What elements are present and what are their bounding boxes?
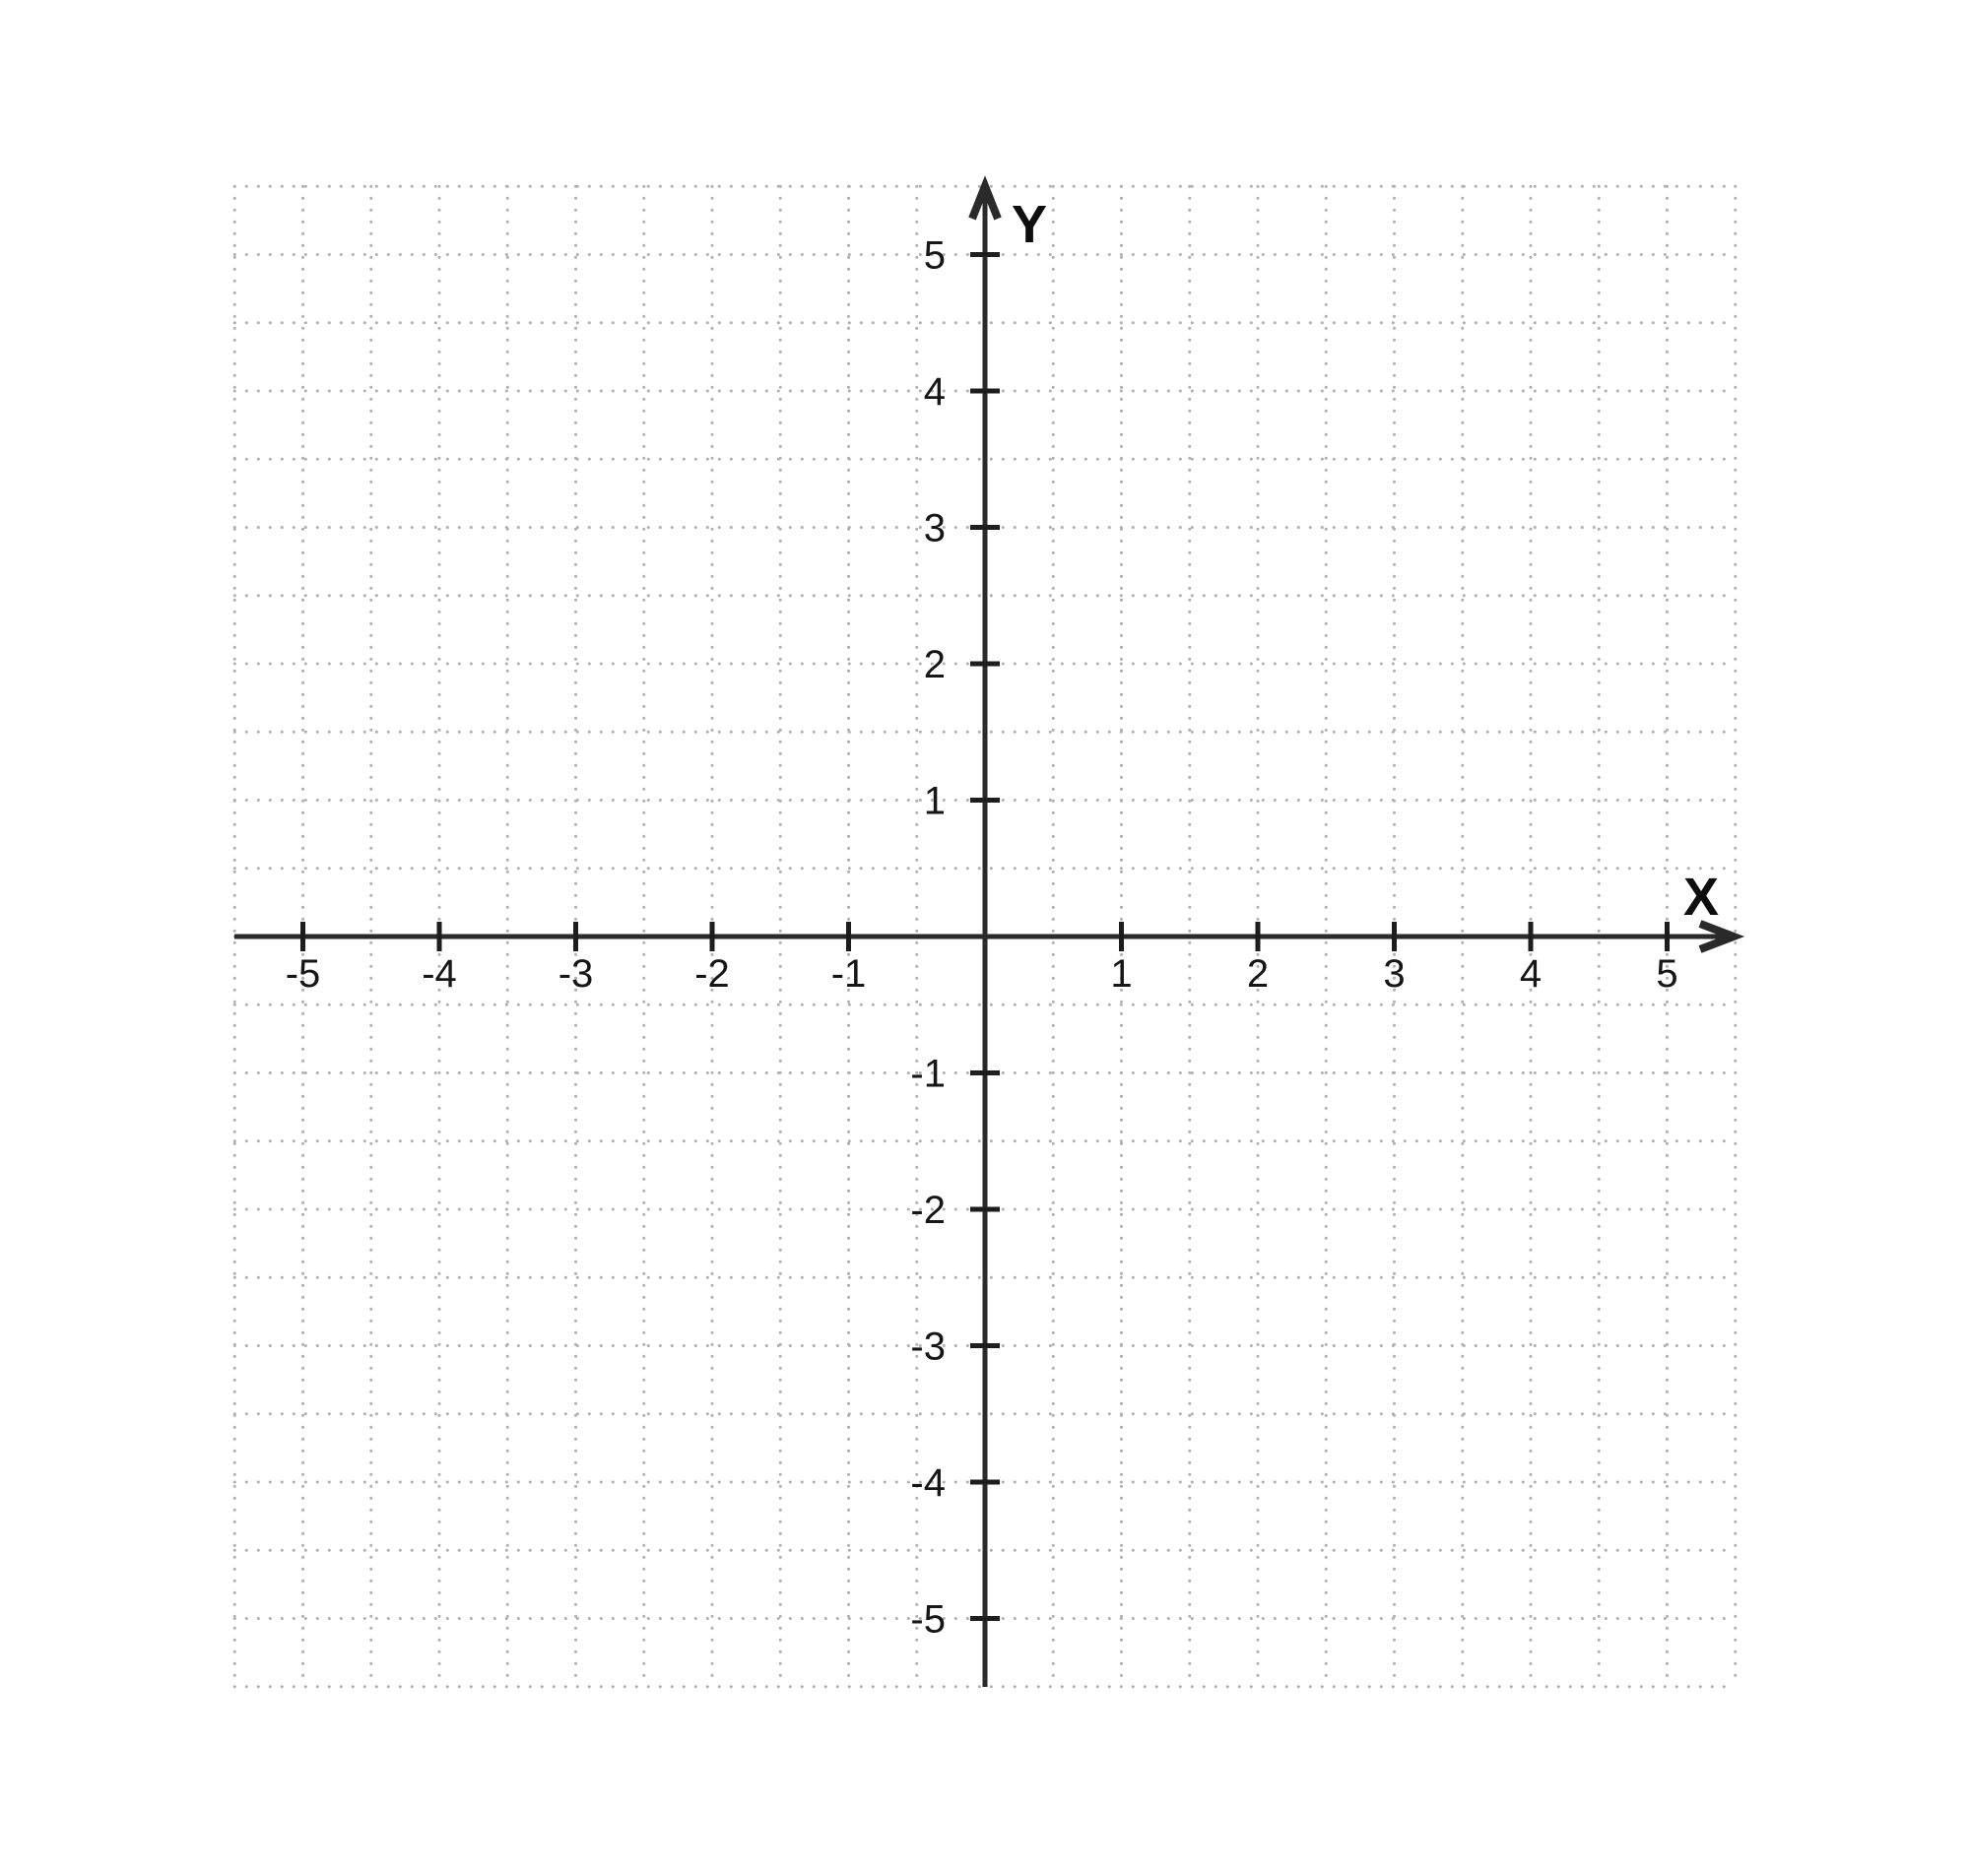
x-tick-label--3: -3 (558, 952, 594, 996)
x-tick-label-4: 4 (1519, 952, 1543, 996)
y-tick-label-1: 1 (923, 779, 946, 823)
y-tick-label--5: -5 (910, 1597, 946, 1642)
y-tick-label-4: 4 (923, 370, 946, 414)
y-axis-label: Y (1011, 195, 1048, 254)
x-tick-label--5: -5 (285, 952, 321, 996)
x-tick-label-1: 1 (1110, 952, 1133, 996)
x-tick-label--4: -4 (422, 952, 457, 996)
y-tick-label-3: 3 (923, 506, 946, 550)
axes (234, 186, 1734, 1687)
y-tick-label--2: -2 (910, 1189, 946, 1232)
x-tick-label--2: -2 (694, 952, 730, 996)
y-tick-label--4: -4 (910, 1461, 946, 1505)
x-tick-label-3: 3 (1383, 952, 1406, 996)
y-tick-label-5: 5 (923, 233, 946, 278)
y-tick-label-2: 2 (923, 643, 946, 686)
y-tick-label--3: -3 (910, 1325, 946, 1369)
x-tick-label-5: 5 (1656, 952, 1678, 996)
x-tick-label-2: 2 (1246, 952, 1270, 996)
x-axis-label: X (1682, 868, 1720, 927)
y-tick-label--1: -1 (910, 1052, 946, 1096)
x-tick-label--1: -1 (830, 952, 867, 996)
